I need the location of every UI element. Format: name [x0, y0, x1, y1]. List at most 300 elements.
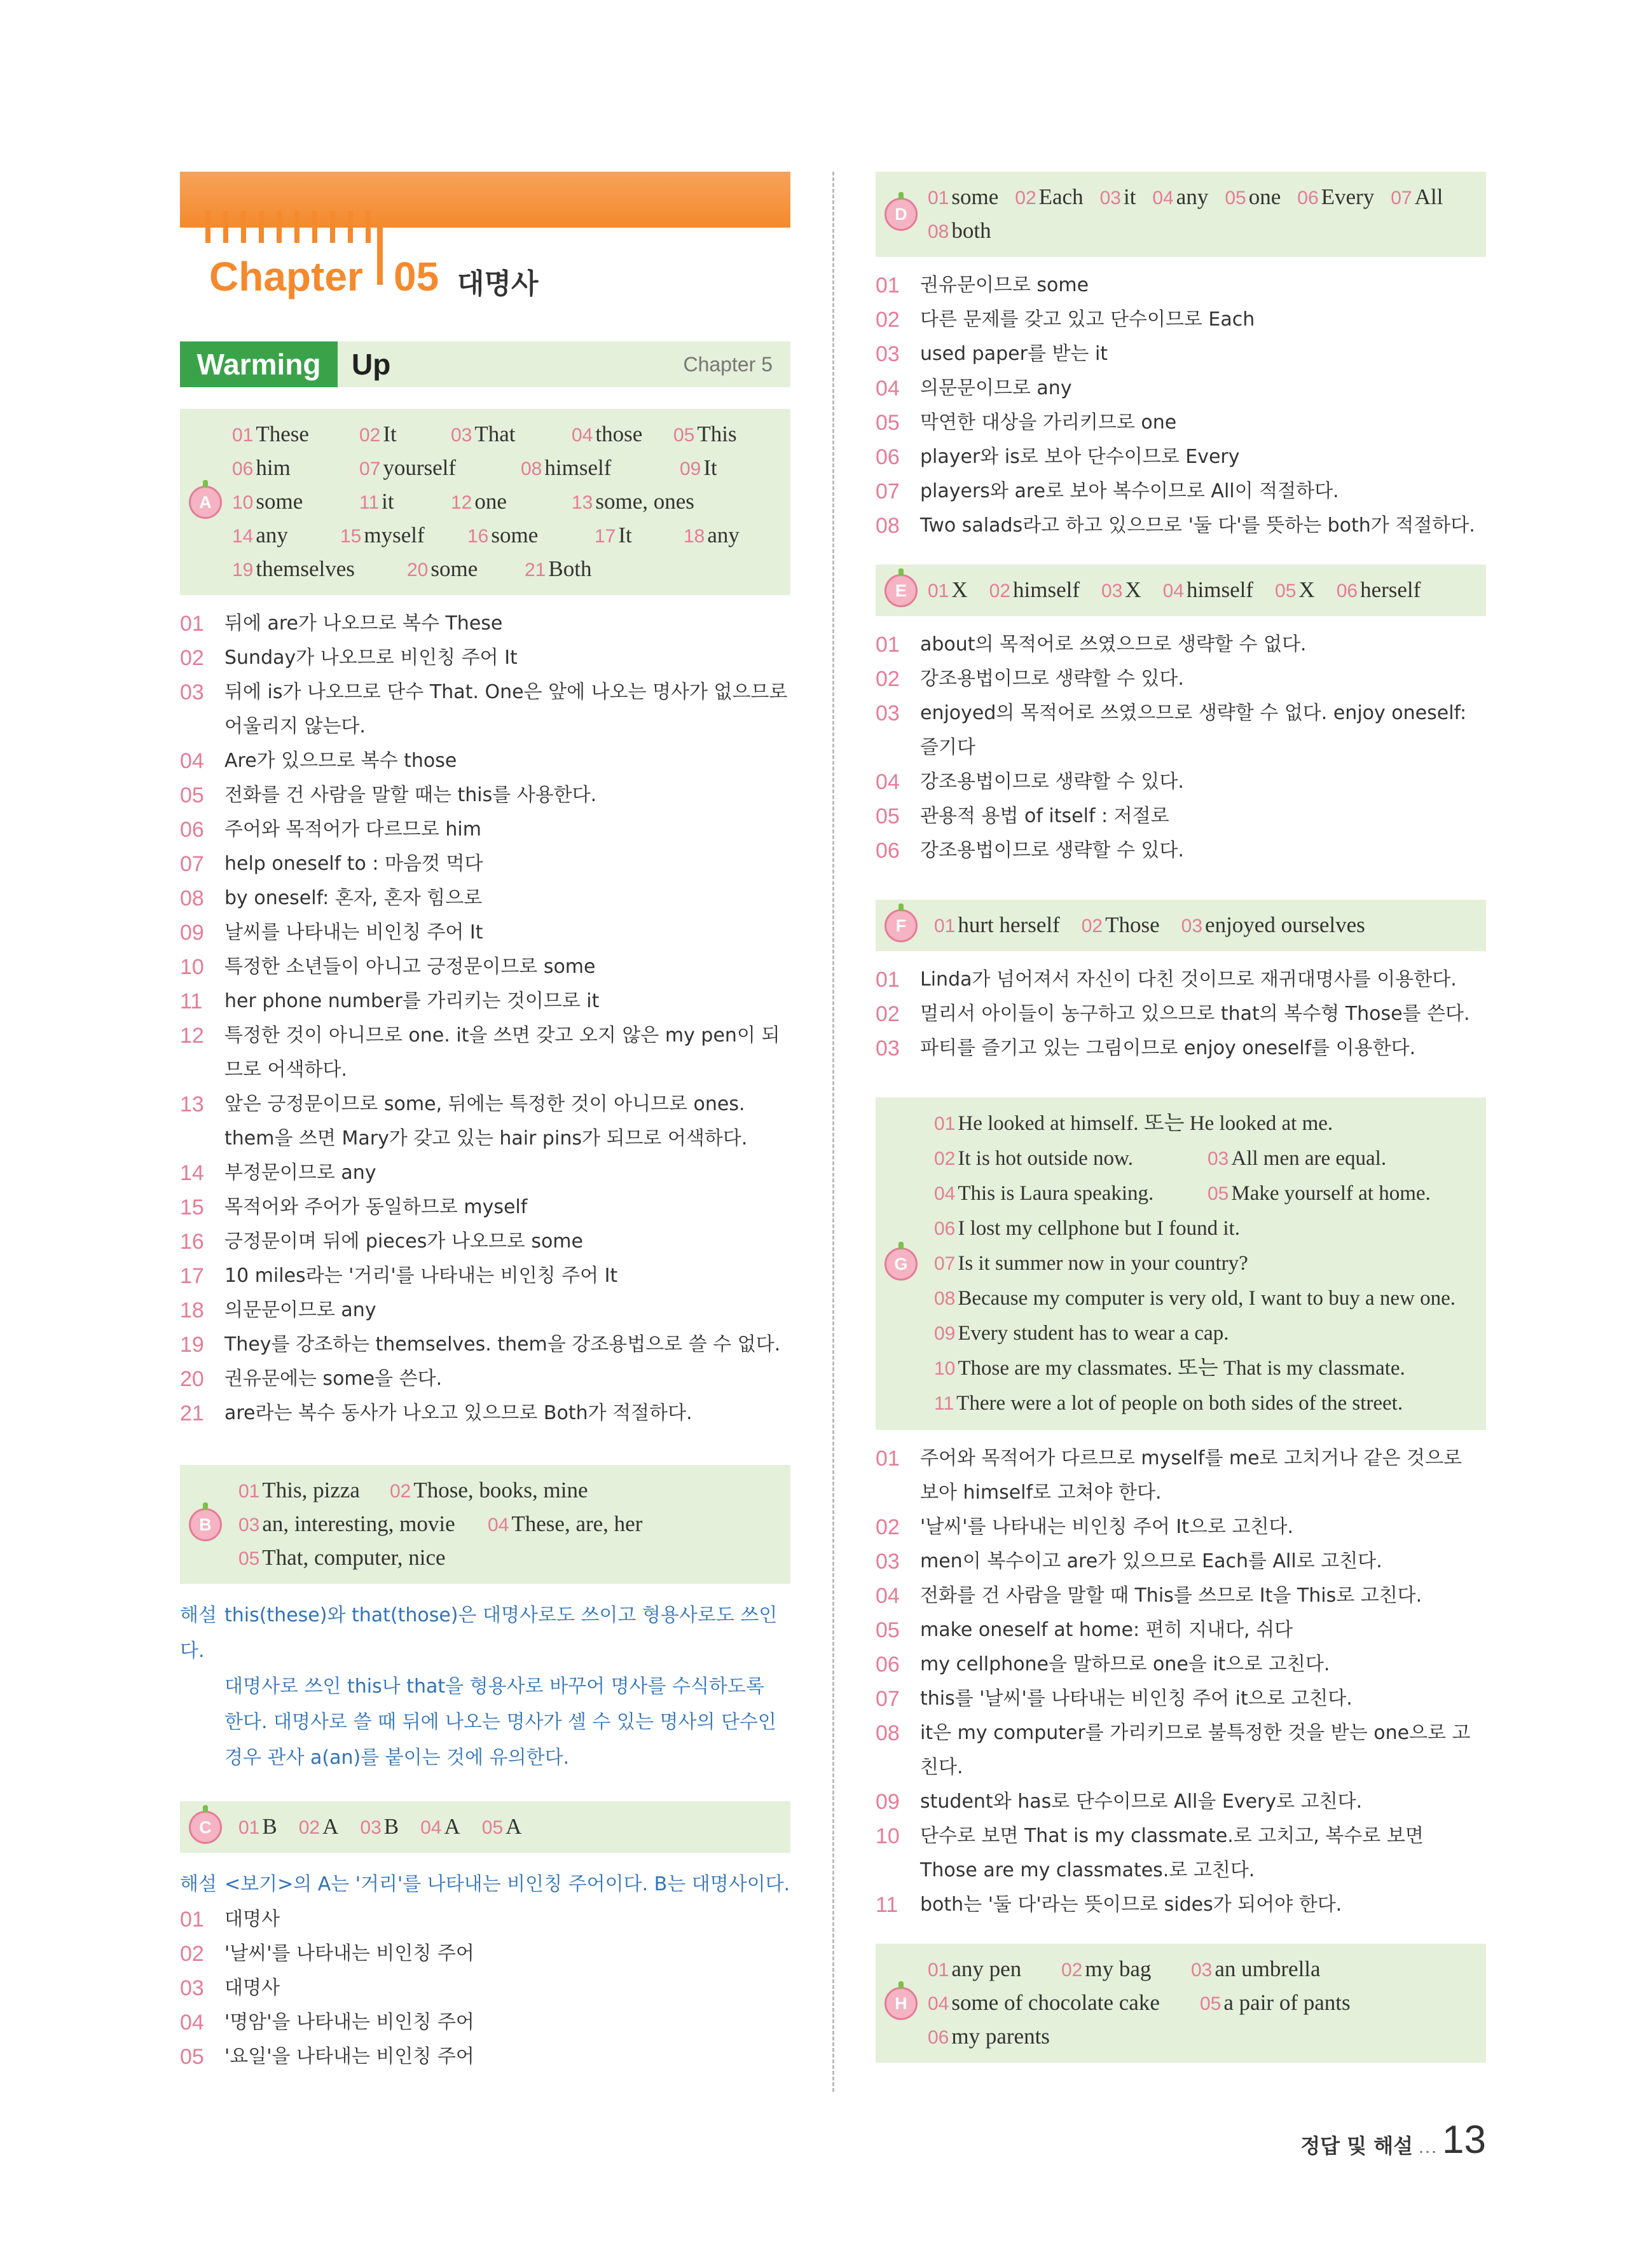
answer-item [1208, 1147, 1386, 1170]
answer-item [1152, 181, 1208, 214]
row-number: 03 [180, 680, 204, 704]
answer-item [482, 1810, 522, 1844]
item-number: 08 [934, 1288, 956, 1309]
explanation-row [876, 337, 1486, 371]
answer-item [1101, 574, 1141, 607]
row-number: 02 [180, 646, 204, 670]
explanation-row [876, 1819, 1486, 1888]
explanation-row [876, 440, 1486, 474]
explanation-row [876, 1647, 1486, 1682]
explanation-row [180, 1087, 790, 1156]
answer-item [1181, 909, 1365, 942]
row-number: 06 [876, 839, 900, 863]
item-text: I lost my cellphone but I found it. [958, 1217, 1240, 1240]
explanation-row [876, 997, 1486, 1031]
item-text: a pair of pants [1223, 1990, 1351, 2015]
row-text: her phone number를 가리키는 것이므로 it [224, 990, 600, 1012]
row-number: 10 [180, 955, 204, 979]
row-text: both는 '둘 다'라는 뜻이므로 sides가 되어야 한다. [920, 1893, 1342, 1916]
item-number: 02 [390, 1481, 411, 1502]
explanation-row [180, 2005, 790, 2040]
explanation-row [180, 641, 790, 675]
item-number: 07 [1391, 188, 1412, 209]
row-text: 강조용법이므로 생략할 수 있다. [920, 668, 1184, 690]
answer-item [1191, 1953, 1382, 1986]
item-text: some of chocolate cake [951, 1990, 1160, 2015]
answer-row [238, 1474, 790, 1508]
row-text: 부정문이므로 any [224, 1162, 376, 1184]
row-number: 03 [876, 1036, 900, 1061]
row-text: 날씨를 나타내는 비인칭 주어 It [224, 921, 483, 944]
explanation-list-e [876, 628, 1486, 868]
row-number: 08 [876, 1721, 900, 1745]
chapter-ticks [205, 211, 371, 243]
explanation-row [180, 1328, 790, 1362]
item-number: 06 [1336, 581, 1358, 601]
item-number: 01 [928, 188, 949, 209]
row-number: 07 [876, 479, 900, 504]
answer-items-f [934, 909, 1486, 942]
item-number: 04 [1152, 188, 1174, 209]
row-number: 02 [876, 308, 900, 332]
answer-item [572, 485, 762, 519]
answer-item [340, 519, 467, 553]
item-number: 03 [238, 1515, 260, 1536]
answer-box-g [876, 1097, 1486, 1430]
item-number: 05 [1208, 1183, 1229, 1204]
item-number: 11 [934, 1393, 954, 1414]
answer-item [359, 451, 521, 485]
row-text: 관용적 용법 of itself : 저절로 [920, 805, 1169, 827]
item-text: Those [1105, 912, 1160, 937]
row-text: 권유문이므로 some [920, 274, 1089, 296]
explanation-row [876, 834, 1486, 868]
explanation-row [180, 916, 790, 950]
note-line: 대명사로 쓰인 this나 that을 형용사로 바꾸어 명사를 수식하도록 [224, 1675, 764, 1698]
item-text: some [491, 523, 539, 547]
row-number: 11 [876, 1893, 898, 1917]
row-text: '명암'을 나타내는 비인칭 주어 [224, 2011, 474, 2033]
right-column [876, 172, 1486, 2063]
item-number: 07 [359, 458, 381, 479]
answer-item [299, 1810, 339, 1844]
answer-box-c [180, 1801, 790, 1853]
row-text: Sunday가 나오므로 비인칭 주어 It [224, 647, 518, 669]
row-number: 09 [180, 921, 204, 945]
explanation-row [180, 1259, 790, 1293]
item-text: my bag [1085, 1956, 1152, 1981]
item-text: Both [548, 556, 592, 581]
row-text: 주어와 목적어가 다르므로 myself를 me로 고치거나 같은 것으로 보아 himself로 고쳐야 한다. [920, 1447, 1462, 1504]
row-text: 앞은 긍정문이므로 some, 뒤에는 특정한 것이 아니므로 ones. them을 쓰면 Mary가 갖고 있는 hair pins가 되므로 어색하다. [224, 1093, 748, 1150]
item-number: 03 [1101, 581, 1123, 601]
item-text: X [1125, 577, 1141, 602]
row-number: 01 [876, 1447, 900, 1471]
explanation-row [180, 2040, 790, 2074]
answer-item [1208, 1182, 1431, 1205]
answer-line [934, 1246, 1473, 1281]
row-text: about의 목적어로 쓰였으므로 생략할 수 없다. [920, 633, 1307, 656]
item-number: 09 [934, 1323, 956, 1344]
row-text: '요일'을 나타내는 비인칭 주어 [224, 2045, 474, 2068]
answer-line [934, 1141, 1473, 1176]
answer-item [1015, 181, 1083, 214]
item-text: herself [1360, 577, 1421, 602]
row-text: 단수로 보면 That is my classmate.로 고치고, 복수로 보면 Those are my classmates.로 고친다. [920, 1825, 1424, 1881]
row-text: help oneself to : 마음껏 먹다 [224, 853, 483, 875]
item-text: That, computer, nice [262, 1545, 446, 1570]
explanation-row [876, 662, 1486, 696]
item-number: 03 [1208, 1148, 1229, 1169]
item-number: 06 [928, 2027, 949, 2048]
explanation-row [180, 778, 790, 813]
answer-item [232, 553, 407, 586]
row-number: 03 [180, 1976, 204, 2000]
explanation-row [180, 1902, 790, 1937]
explanation-list-g [876, 1441, 1486, 1922]
answer-item [673, 418, 775, 451]
row-text: 특정한 것이 아니므로 one. it을 쓰면 갖고 오지 않은 my pen이 되므로 어색하다. [224, 1024, 780, 1081]
chapter-name: 대명사 [457, 268, 539, 300]
item-number: 04 [928, 1993, 949, 2014]
answer-item [525, 553, 652, 586]
item-text: himself [1013, 577, 1080, 602]
note-line: <보기>의 A는 '거리'를 나타내는 비인칭 주어이다. B는 대명사이다. [224, 1873, 790, 1895]
item-text: myself [364, 523, 425, 547]
row-text: 강조용법이므로 생략할 수 있다. [920, 771, 1184, 793]
row-number: 01 [876, 633, 900, 657]
answer-item [1200, 1986, 1454, 2020]
item-number: 06 [934, 1218, 956, 1239]
explanation-row [180, 950, 790, 984]
answer-grid-b [238, 1474, 790, 1575]
item-text: Every student has to wear a cap. [958, 1322, 1229, 1345]
answer-item [989, 574, 1080, 607]
answer-item [467, 519, 595, 553]
item-number: 07 [934, 1253, 956, 1274]
answer-item [1275, 574, 1315, 607]
row-text: 긍정문이며 뒤에 pieces가 나오므로 some [224, 1230, 583, 1253]
up-label: Up [352, 348, 391, 381]
item-number: 02 [1081, 916, 1103, 937]
answer-item [934, 1357, 1405, 1380]
row-number: 08 [180, 886, 204, 911]
answer-item [232, 451, 359, 485]
item-text: These [256, 422, 309, 446]
row-text: They를 강조하는 themselves. them을 강조용법으로 쓸 수 없다. [224, 1333, 781, 1356]
warming-chapter-ref: Chapter 5 [683, 353, 773, 376]
item-number: 04 [572, 425, 593, 446]
answer-item [934, 1322, 1229, 1345]
warming-up-bar [180, 341, 790, 387]
answer-grid-h [928, 1953, 1486, 2054]
answer-lines-g [934, 1106, 1473, 1421]
answer-box-f [876, 900, 1486, 951]
item-text: some, ones [595, 489, 694, 514]
row-number: 21 [180, 1401, 204, 1426]
item-text: Those, books, mine [413, 1478, 588, 1502]
item-number: 05 [238, 1548, 260, 1569]
explanation-row [876, 303, 1486, 337]
answer-row [232, 485, 790, 519]
answer-row [232, 519, 790, 553]
answer-item [934, 1392, 1403, 1415]
note-line: 경우 관사 a(an)를 붙이는 것에 유의한다. [224, 1747, 570, 1769]
answer-item [928, 574, 968, 607]
item-number: 01 [238, 1481, 260, 1502]
explanation-list-f [876, 963, 1486, 1066]
item-text: All [1414, 184, 1443, 209]
answer-line [934, 1106, 1473, 1141]
explanation-row [876, 509, 1486, 543]
item-number: 06 [232, 458, 254, 479]
item-text: those [595, 422, 643, 446]
item-text: Make yourself at home. [1231, 1182, 1431, 1205]
item-number: 09 [680, 458, 701, 479]
row-number: 01 [876, 968, 900, 992]
answer-item [390, 1474, 644, 1508]
answer-item [407, 553, 525, 586]
row-number: 10 [876, 1824, 900, 1848]
item-number: 01 [934, 1113, 956, 1134]
answer-line [934, 1211, 1473, 1246]
row-number: 05 [180, 783, 204, 808]
row-number: 05 [876, 411, 900, 435]
item-number: 14 [232, 526, 254, 547]
row-text: enjoyed의 목적어로 쓰였으므로 생략할 수 없다. enjoy oneself: 즐기다 [920, 702, 1467, 759]
item-number: 02 [359, 425, 381, 446]
row-text: this를 '날씨'를 나타내는 비인칭 주어 it으로 고친다. [920, 1687, 1352, 1710]
answer-item [934, 1287, 1456, 1310]
row-number: 06 [876, 445, 900, 469]
answer-line [934, 1386, 1473, 1421]
answer-item [1100, 181, 1136, 214]
explanation-row [180, 1156, 790, 1190]
row-text: 목적어와 주어가 동일하므로 myself [224, 1196, 528, 1218]
item-text: X [1298, 577, 1315, 602]
item-text: Each [1038, 184, 1084, 209]
item-text: It [703, 455, 717, 480]
row-text: 강조용법이므로 생략할 수 있다. [920, 839, 1184, 862]
item-text: some [951, 184, 999, 209]
row-text: used paper를 받는 it [920, 343, 1108, 365]
explanation-row [876, 1441, 1486, 1510]
row-number: 02 [876, 1002, 900, 1026]
explanation-row [876, 371, 1486, 406]
item-number: 05 [481, 1817, 504, 1838]
item-text: any pen [951, 1956, 1022, 1981]
explanation-row [180, 1937, 790, 1971]
row-number: 01 [180, 612, 204, 636]
item-text: it [1123, 184, 1136, 209]
answer-item [928, 181, 998, 214]
answer-item [488, 1508, 742, 1541]
answer-item [451, 485, 572, 519]
item-text: himself [1187, 577, 1254, 602]
item-text: There were a lot of people on both sides of the street. [956, 1392, 1403, 1415]
answer-item [1163, 574, 1253, 607]
answer-item [232, 485, 359, 519]
row-text: it은 my computer를 가리키므로 불특정한 것을 받는 one으로 고친다. [920, 1722, 1471, 1778]
explanation-row [180, 744, 790, 778]
badge-b-icon: B [189, 1508, 222, 1541]
page-number: 13 [1442, 2118, 1486, 2162]
badge-e-icon: E [884, 574, 918, 607]
item-number: 10 [232, 492, 254, 513]
row-number: 02 [180, 1942, 204, 1966]
badge-h-icon: H [884, 1987, 918, 2020]
page-footer [1300, 2117, 1486, 2162]
answer-item [1061, 1953, 1191, 1986]
item-text: This, pizza [262, 1478, 360, 1502]
row-text: 뒤에 are가 나오므로 복수 These [224, 612, 503, 635]
explanation-row [876, 1544, 1486, 1579]
answer-item [521, 451, 680, 485]
row-text: Linda가 넘어져서 자신이 다친 것이므로 재귀대명사를 이용한다. [920, 968, 1457, 991]
item-text: some [430, 556, 478, 581]
item-text: This [697, 422, 737, 446]
row-number: 04 [180, 749, 204, 773]
row-number: 15 [180, 1195, 204, 1220]
item-number: 02 [989, 581, 1011, 601]
row-number: 03 [876, 342, 900, 366]
item-number: 10 [934, 1358, 956, 1379]
answer-row [232, 553, 790, 586]
item-number: 03 [1191, 1960, 1213, 1981]
row-text: 파티를 즐기고 있는 그림이므로 enjoy oneself를 이용한다. [920, 1037, 1416, 1059]
explanation-list-d [876, 268, 1486, 543]
item-text: A [506, 1814, 522, 1839]
item-number: 15 [340, 526, 362, 547]
answer-item [934, 1217, 1240, 1240]
chapter-number: 05 [394, 254, 439, 299]
item-text: Every [1321, 184, 1375, 209]
chapter-word: Chapter [209, 254, 363, 299]
warming-label: Warming [180, 341, 338, 387]
item-text: It is hot outside now. [958, 1147, 1133, 1170]
item-text: This is Laura speaking. [958, 1182, 1154, 1205]
explanation-row [180, 881, 790, 916]
row-number: 18 [180, 1298, 204, 1323]
explanation-row [180, 1396, 790, 1431]
answer-item [232, 418, 359, 451]
row-text: men이 복수이고 are가 있으므로 Each를 All로 고친다. [920, 1550, 1382, 1572]
item-text: my parents [951, 2024, 1050, 2049]
row-text: 특정한 소년들이 아니고 긍정문이므로 some [224, 956, 596, 978]
column-divider [832, 172, 834, 2092]
item-text: him [256, 455, 291, 480]
row-number: 16 [180, 1230, 204, 1254]
item-number: 19 [232, 560, 254, 581]
row-number: 04 [876, 770, 900, 794]
item-number: 13 [572, 492, 593, 513]
item-number: 02 [934, 1148, 956, 1169]
answer-item [238, 1474, 390, 1508]
row-number: 17 [180, 1264, 204, 1288]
note-line: 한다. 대명사로 쓸 때 뒤에 나오는 명사가 셀 수 있는 명사의 단수인 [224, 1711, 776, 1733]
row-text: 의문문이므로 any [920, 377, 1072, 399]
row-number: 19 [180, 1333, 204, 1357]
row-text: are라는 복수 동사가 나오고 있으므로 Both가 적절하다. [224, 1402, 692, 1424]
answer-item [360, 1810, 399, 1844]
answer-items-e [928, 574, 1486, 607]
row-text: 의문문이므로 any [224, 1299, 376, 1321]
row-text: '날씨'를 나타내는 비인칭 주어 It으로 고친다. [920, 1516, 1293, 1538]
row-number: 07 [876, 1687, 900, 1711]
explanation-row [876, 628, 1486, 662]
item-text: any [1176, 184, 1209, 209]
explanation-row [180, 813, 790, 847]
row-number: 06 [876, 1653, 900, 1677]
badge-f-icon: F [884, 909, 918, 942]
answer-item [238, 1508, 488, 1541]
explanation-row [876, 406, 1486, 440]
item-text: It [618, 523, 632, 547]
explanation-row [876, 765, 1486, 799]
answer-item [928, 1953, 1061, 1986]
badge-a-icon: A [189, 486, 222, 519]
item-text: some [256, 489, 303, 514]
answer-box-a [180, 409, 790, 595]
answer-item [934, 1176, 1208, 1211]
answer-row [232, 418, 790, 451]
item-number: 05 [1200, 1993, 1222, 2014]
explanation-row [180, 1362, 790, 1396]
answer-line [934, 1351, 1473, 1386]
row-text: make oneself at home: 편히 지내다, 쉬다 [920, 1619, 1293, 1641]
row-number: 06 [180, 818, 204, 842]
answer-item [928, 1986, 1200, 2020]
item-number: 21 [525, 560, 546, 581]
item-text: It [383, 422, 397, 446]
item-text: He looked at himself. 또는 He looked at me. [958, 1112, 1333, 1135]
item-text: B [383, 1814, 399, 1839]
answer-item [928, 2020, 1182, 2054]
explanation-row [876, 1510, 1486, 1544]
item-number: 18 [684, 526, 705, 547]
item-number: 01 [928, 1960, 949, 1981]
footer-label: 정답 및 해설 [1300, 2134, 1414, 2158]
row-number: 02 [876, 667, 900, 691]
explanation-row [180, 984, 790, 1019]
row-number: 11 [180, 989, 203, 1014]
note-line: this(these)와 that(those)은 대명사로도 쓰이고 형용사로도 쓰인다. [180, 1604, 778, 1662]
item-text: These, are, her [511, 1511, 643, 1536]
item-text: any [256, 523, 288, 547]
answer-item [359, 485, 451, 519]
explanation-list-a [180, 607, 790, 1431]
answer-row [928, 2020, 1486, 2054]
answer-item [934, 1252, 1248, 1275]
item-text: That [474, 422, 516, 446]
row-text: Are가 있으므로 복수 those [224, 750, 457, 772]
answer-item [1391, 181, 1443, 214]
row-number: 01 [876, 273, 900, 298]
explanation-row [876, 696, 1486, 765]
row-text: player와 is로 보아 단수이므로 Every [920, 446, 1240, 468]
row-text: 전화를 건 사람을 말할 때는 this를 사용한다. [224, 784, 597, 806]
note-c [180, 1867, 790, 1902]
item-number: 04 [420, 1817, 442, 1838]
answer-item [572, 418, 673, 451]
item-number: 01 [232, 425, 254, 446]
row-text: 주어와 목적어가 다르므로 him [224, 818, 481, 841]
answer-row [238, 1541, 790, 1575]
explanation-row [876, 1716, 1486, 1785]
item-number: 01 [238, 1817, 260, 1838]
item-text: Because my computer is very old, I want to buy a new one. [958, 1287, 1456, 1310]
item-text: Those are my classmates. 또는 That is my classmate. [958, 1357, 1405, 1380]
